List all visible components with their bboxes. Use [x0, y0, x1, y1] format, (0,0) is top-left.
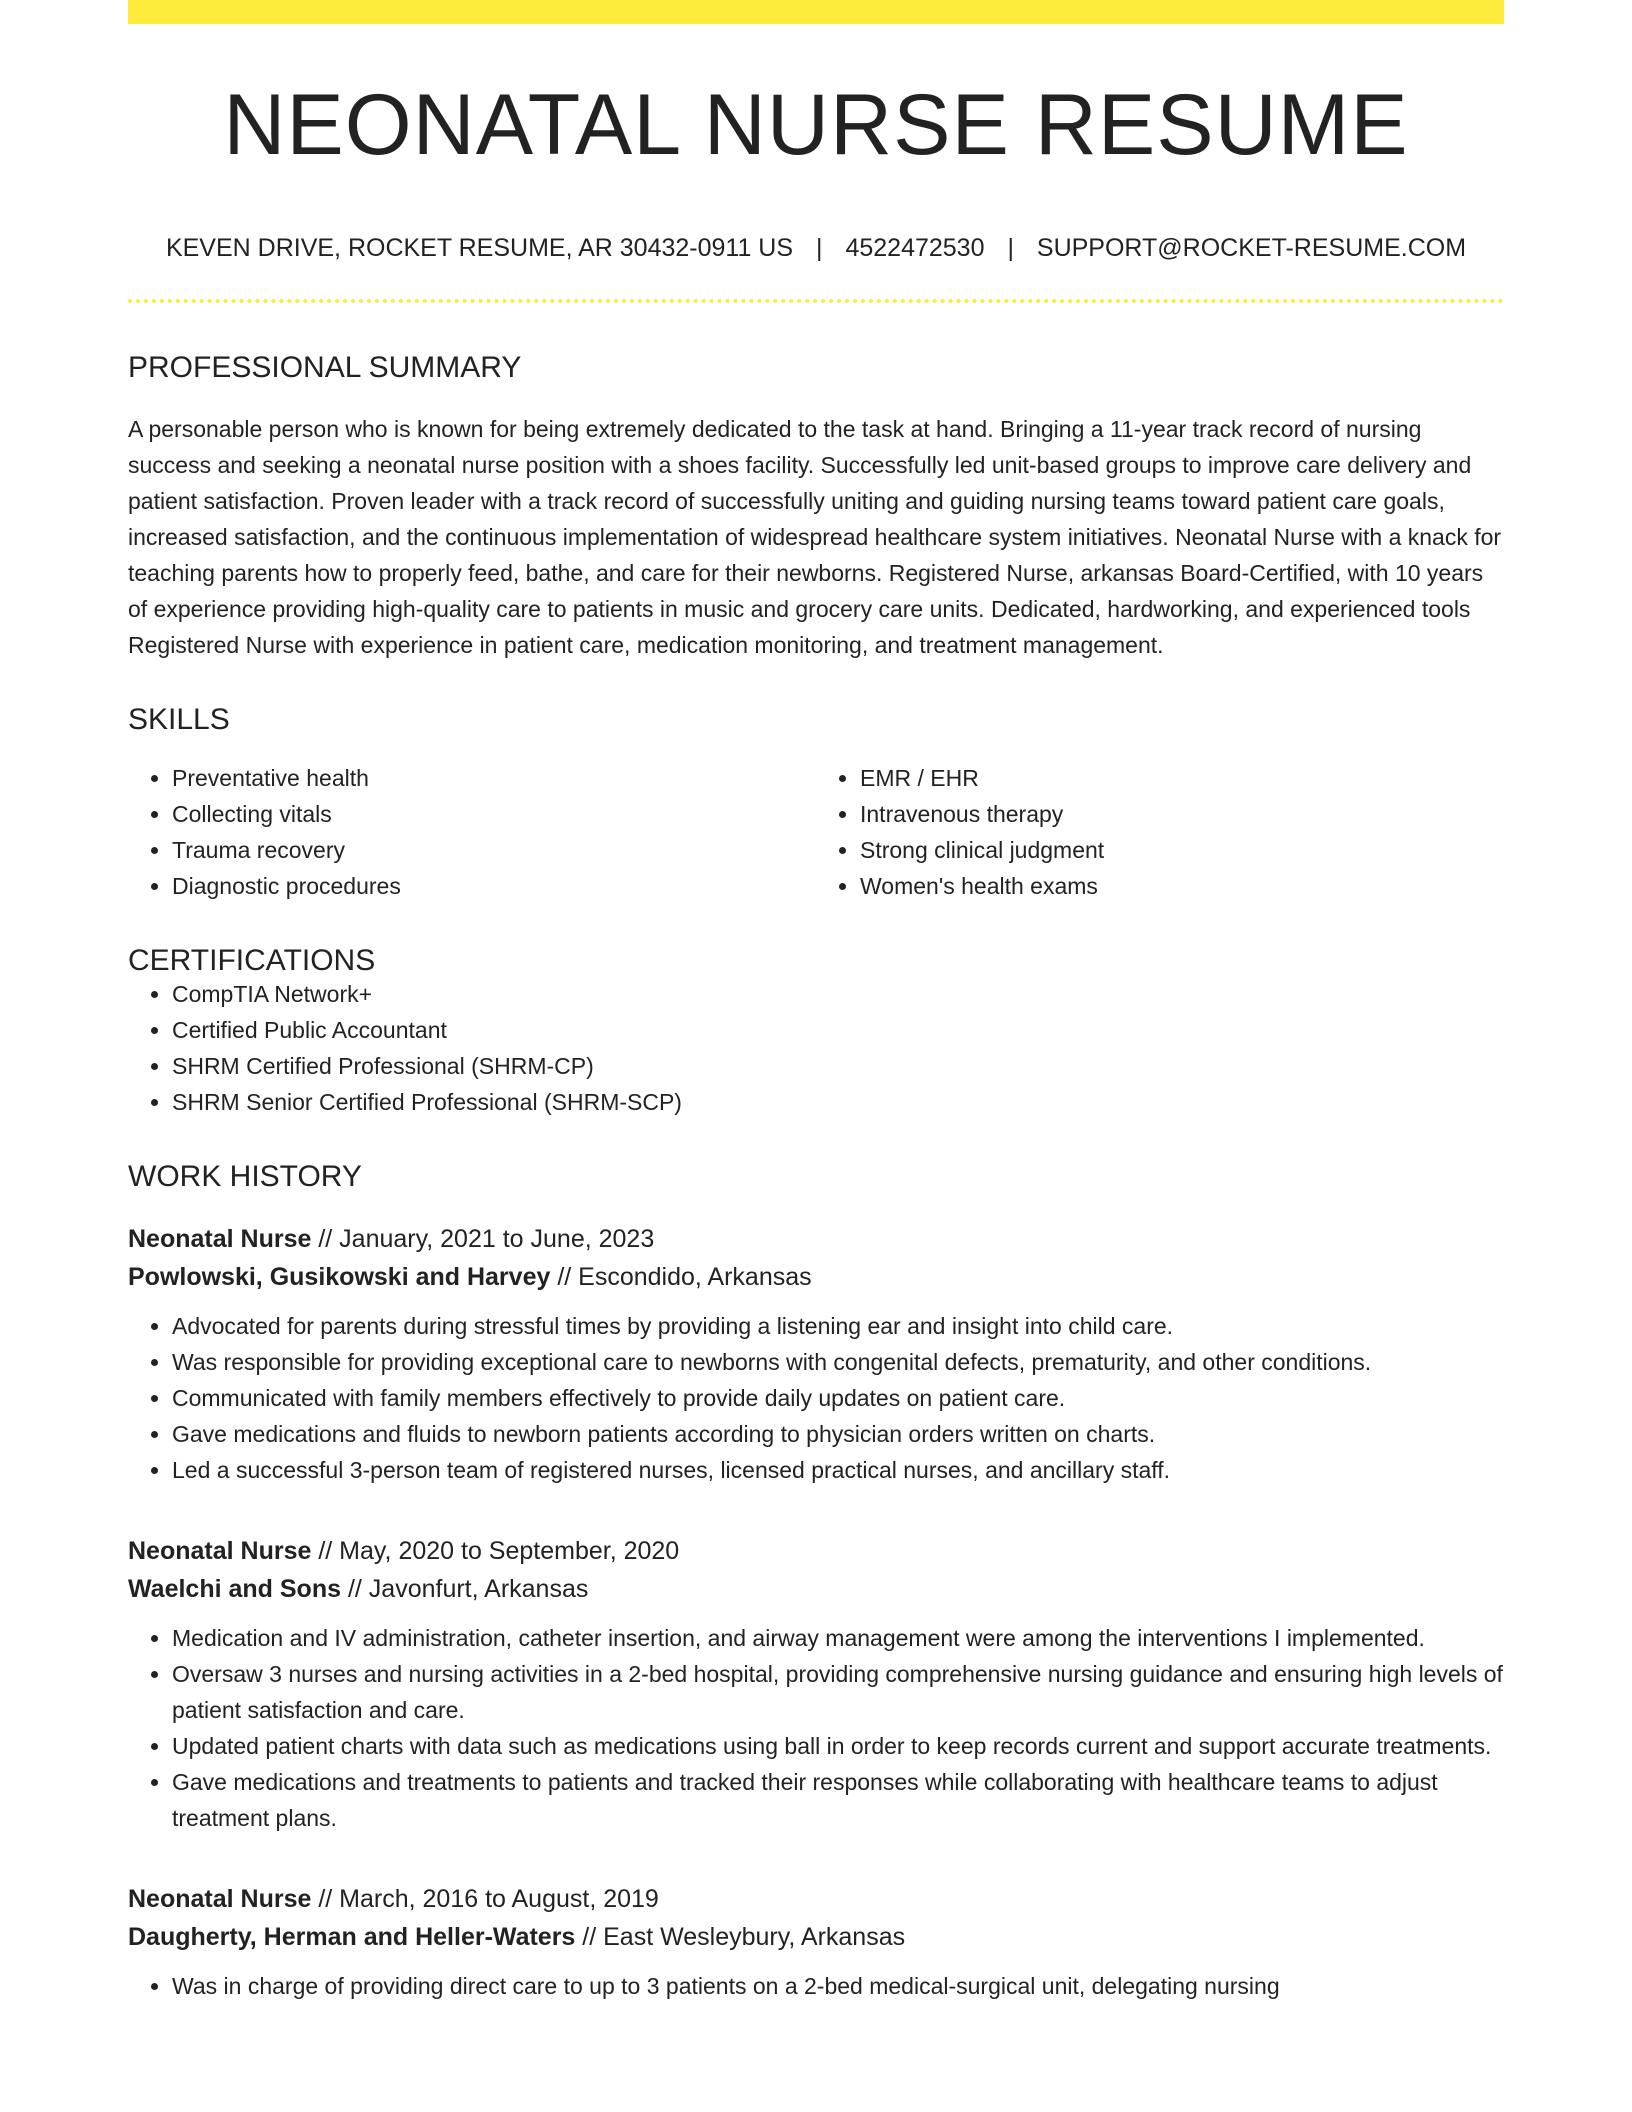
job-bullet: • Communicated with family members effectively to provide daily updates on patient care.: [172, 1380, 1504, 1416]
job-entry: [128, 1220, 1504, 1488]
job-bullet: • Medication and IV administration, catheter insertion, and airway management were among the interventions I implemented.: [172, 1620, 1504, 1656]
work-history-heading: WORK HISTORY: [128, 1160, 362, 1193]
dotted-divider: [128, 299, 1504, 303]
summary-text: A personable person who is known for being extremely dedicated to the task at hand. Bringing a 11-year track record of nursing success and seeking a neonatal nurse position with a shoes facility. Successfully led unit-based groups to improve care delivery and patient satisfaction. Proven leader with a track record of successfully uniting and guiding nursing teams toward patient care goals, increased satisfaction, and the continuous implementation of widespread healthcare system initiatives. Neonatal Nurse with a knack for teaching parents how to properly feed, bathe, and care for their newborns. Registered Nurse, arkansas Board-Certified, with 10 years of experience providing high-quality care to patients in music and grocery care units. Dedicated, hardworking, and experienced tools Registered Nurse with experience in patient care, medication monitoring, and treatment management.: [128, 416, 1502, 658]
job-bullet: • Advocated for parents during stressful times by providing a listening ear and insight into child care.: [172, 1308, 1504, 1344]
job-title: Neonatal Nurse: [128, 1885, 312, 1913]
job-bullet: • Led a successful 3-person team of registered nurses, licensed practical nurses, and ancillary staff.: [172, 1452, 1504, 1488]
job-dates: // January, 2021 to June, 2023: [311, 1225, 655, 1253]
skill-item: • Preventative health: [172, 760, 816, 796]
resume-title: NEONATAL NURSE RESUME: [223, 77, 1409, 173]
skill-item: • Diagnostic procedures: [172, 868, 816, 904]
contact-phone: 4522472530: [845, 234, 985, 262]
certifications-list: [128, 976, 1504, 1120]
summary-heading: PROFESSIONAL SUMMARY: [128, 351, 522, 384]
contact-email: SUPPORT@ROCKET-RESUME.COM: [1036, 234, 1467, 262]
job-bullet: • Oversaw 3 nurses and nursing activities in a 2-bed hospital, providing comprehensive nursing guidance and ensuring high levels of patient satisfaction and care.: [172, 1656, 1504, 1728]
job-company-line: [128, 1570, 1504, 1608]
job-dates: // March, 2016 to August, 2019: [311, 1885, 659, 1913]
certification-item: • SHRM Certified Professional (SHRM-CP): [172, 1048, 1504, 1084]
job-bullet: • Gave medications and fluids to newborn patients according to physician orders written on charts.: [172, 1416, 1504, 1452]
job-location: // Javonfurt, Arkansas: [341, 1575, 589, 1603]
skills-columns: [128, 760, 1504, 904]
job-bullets: [128, 1308, 1504, 1488]
job-location: // Escondido, Arkansas: [550, 1263, 812, 1291]
resume-page: [128, 0, 1504, 2004]
certifications-heading: CERTIFICATIONS: [128, 944, 376, 977]
job-title: Neonatal Nurse: [128, 1225, 312, 1253]
job-bullet: • Gave medications and treatments to patients and tracked their responses while collaborating with healthcare teams to adjust treatment plans.: [172, 1764, 1504, 1836]
contact-separator: |: [816, 234, 823, 262]
contact-address: KEVEN DRIVE, ROCKET RESUME, AR 30432-0911 US: [165, 234, 794, 262]
skill-item: • Collecting vitals: [172, 796, 816, 832]
certification-item: • CompTIA Network+: [172, 976, 1504, 1012]
job-bullet: • Updated patient charts with data such as medications using ball in order to keep records current and support accurate treatments.: [172, 1728, 1504, 1764]
contact-line: [128, 236, 1504, 261]
job-title-line: [128, 1880, 1504, 1918]
job-title: Neonatal Nurse: [128, 1537, 312, 1565]
certification-item: • Certified Public Accountant: [172, 1012, 1504, 1048]
job-title-line: [128, 1532, 1504, 1570]
job-company: Powlowski, Gusikowski and Harvey: [128, 1263, 551, 1291]
job-bullets: [128, 1968, 1504, 2004]
skill-item: • EMR / EHR: [860, 760, 1504, 796]
skill-item: • Trauma recovery: [172, 832, 816, 868]
job-entry: [128, 1532, 1504, 1836]
job-company-line: [128, 1918, 1504, 1956]
accent-top-bar: [128, 0, 1504, 24]
skills-heading: SKILLS: [128, 703, 230, 736]
certification-item: • SHRM Senior Certified Professional (SHRM-SCP): [172, 1084, 1504, 1120]
job-bullet: • Was responsible for providing exceptional care to newborns with congenital defects, prematurity, and other conditions.: [172, 1344, 1504, 1380]
job-company-line: [128, 1258, 1504, 1296]
job-bullets: [128, 1620, 1504, 1836]
skill-item: • Strong clinical judgment: [860, 832, 1504, 868]
job-company: Waelchi and Sons: [128, 1575, 342, 1603]
skill-item: • Intravenous therapy: [860, 796, 1504, 832]
job-dates: // May, 2020 to September, 2020: [311, 1537, 680, 1565]
job-location: // East Wesleybury, Arkansas: [575, 1923, 906, 1951]
skills-list-left: [128, 760, 816, 904]
job-company: Daugherty, Herman and Heller-Waters: [128, 1923, 576, 1951]
job-title-line: [128, 1220, 1504, 1258]
job-entry: [128, 1880, 1504, 2004]
skill-item: • Women's health exams: [860, 868, 1504, 904]
contact-separator: |: [1007, 234, 1014, 262]
skills-list-right: [816, 760, 1504, 904]
job-bullet: • Was in charge of providing direct care to up to 3 patients on a 2-bed medical-surgical unit, delegating nursing: [172, 1968, 1504, 2004]
